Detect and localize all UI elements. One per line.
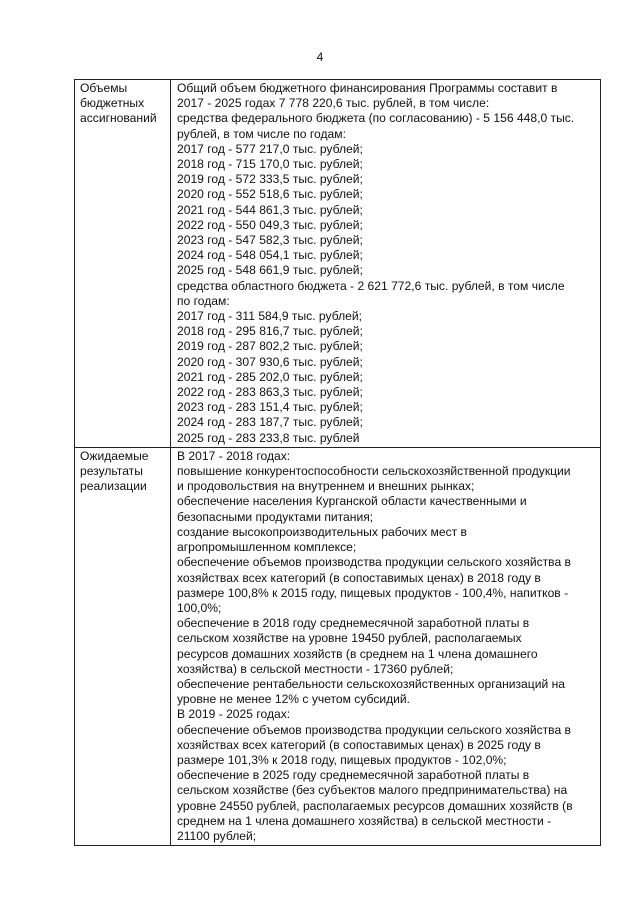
row-content-budget (171, 80, 601, 448)
text-line: 2025 год - 548 661,9 тыс. рублей; (177, 263, 363, 278)
table-row-budget (75, 80, 601, 448)
text-line: 2024 год - 283 187,7 тыс. рублей; (177, 415, 363, 430)
text-line: 2020 год - 307 930,6 тыс. рублей; (177, 354, 363, 369)
text-line: бюджетных (80, 96, 145, 111)
text-line: 2017 год - 577 217,0 тыс. рублей; (177, 141, 363, 156)
row-label-results (75, 447, 171, 845)
text-line: средства федерального бюджета (по согласованию) - 5 156 448,0 тыс. (177, 111, 575, 126)
text-line: обеспечение объемов производства продукции сельского хозяйства в (177, 555, 571, 570)
text-line: повышение конкурентоспособности сельскохозяйственной продукции (177, 464, 571, 479)
table-row-results (75, 447, 601, 845)
text-line: 2023 год - 547 582,3 тыс. рублей; (177, 233, 363, 248)
row-label-budget (75, 80, 171, 448)
text-line: сельском хозяйстве на уровне 19450 рублей, располагаемых (177, 631, 522, 646)
page-number: 4 (316, 50, 324, 64)
text-line: безопасными продуктами питания; (177, 509, 374, 524)
text-line: ассигнований (80, 111, 157, 126)
text-line: Общий объем бюджетного финансирования Программы составит в (177, 81, 558, 95)
text-line: В 2019 - 2025 годах: (177, 707, 291, 722)
text-line: сельском хозяйстве (без субъектов малого предпринимательства) на (177, 783, 568, 798)
text-line: 2019 год - 572 333,5 тыс. рублей; (177, 172, 363, 187)
text-line: и продовольствия на внутреннем и внешних рынках; (177, 479, 475, 494)
text-line: 2024 год - 548 054,1 тыс. рублей; (177, 248, 363, 263)
text-line: среднем на 1 члена домашнего хозяйства) в сельской местности - (177, 813, 552, 828)
text-line: обеспечение в 2025 году среднемесячной заработной платы в (177, 768, 530, 783)
text-line: 2018 год - 715 170,0 тыс. рублей; (177, 157, 363, 172)
text-line: рублей, в том числе по годам: (177, 126, 346, 141)
text-line: обеспечение населения Курганской области качественными и (177, 494, 527, 509)
text-line: хозяйства) в сельской местности - 17360 рублей; (177, 661, 454, 676)
row-content-results (171, 447, 601, 845)
label-text (80, 449, 166, 495)
label-text (80, 81, 166, 127)
text-line: 2017 год - 311 584,9 тыс. рублей; (177, 309, 362, 324)
text-line: Объемы (80, 81, 128, 95)
text-line: 100,0%; (177, 600, 222, 615)
text-line: обеспечение объемов производства продукции сельского хозяйства в (177, 722, 571, 737)
text-line: уровне 24550 рублей, располагаемых ресурсов домашних хозяйств (в (177, 798, 573, 813)
text-line: 2020 год - 552 518,6 тыс. рублей; (177, 187, 363, 202)
text-line: хозяйствах всех категорий (в сопоставимых ценах) в 2018 году в (177, 570, 541, 585)
text-line: создание высокопроизводительных рабочих мест в (177, 524, 467, 539)
text-line: 2017 - 2025 годах 7 778 220,6 тыс. рублей, в том числе: (177, 96, 490, 111)
text-line: 2021 год - 285 202,0 тыс. рублей; (177, 369, 363, 384)
text-line: 2023 год - 283 151,4 тыс. рублей; (177, 400, 363, 415)
text-line: 2022 год - 283 863,3 тыс. рублей; (177, 385, 363, 400)
text-line: средства областного бюджета - 2 621 772,6 тыс. рублей, в том числе (177, 278, 565, 293)
text-line: уровне не менее 12% с учетом субсидий. (177, 692, 411, 707)
passport-table (74, 79, 601, 846)
text-line: Ожидаемые (80, 448, 149, 463)
text-line: 2021 год - 544 861,3 тыс. рублей; (177, 202, 363, 217)
text-line: 21100 рублей; (177, 828, 257, 843)
text-line: обеспечение рентабельности сельскохозяйственных организаций на (177, 676, 565, 691)
text-line: по годам: (177, 293, 230, 308)
text-line: 2025 год - 283 233,8 тыс. рублей (177, 430, 360, 445)
text-line: обеспечение в 2018 году среднемесячной заработной платы в (177, 616, 530, 631)
text-line: размере 100,8% к 2015 году, пищевых продуктов - 100,4%, напитков - (177, 585, 569, 600)
text-line: 2022 год - 550 049,3 тыс. рублей; (177, 217, 363, 232)
text-line: ресурсов домашних хозяйств (в среднем на 1 члена домашнего (177, 646, 538, 661)
text-line: реализации (80, 479, 147, 494)
text-line: агропромышленном комплексе; (177, 540, 357, 555)
text-line: 2018 год - 295 816,7 тыс. рублей; (177, 324, 363, 339)
content-text (177, 449, 596, 844)
text-line: размере 101,3% к 2018 году, пищевых продуктов - 102,0%; (177, 752, 507, 767)
content-text (177, 81, 596, 446)
text-line: результаты (80, 464, 143, 479)
text-line: 2019 год - 287 802,2 тыс. рублей; (177, 339, 363, 354)
text-line: хозяйствах всех категорий (в сопоставимых ценах) в 2025 году в (177, 737, 541, 752)
text-line: В 2017 - 2018 годах: (177, 448, 291, 463)
